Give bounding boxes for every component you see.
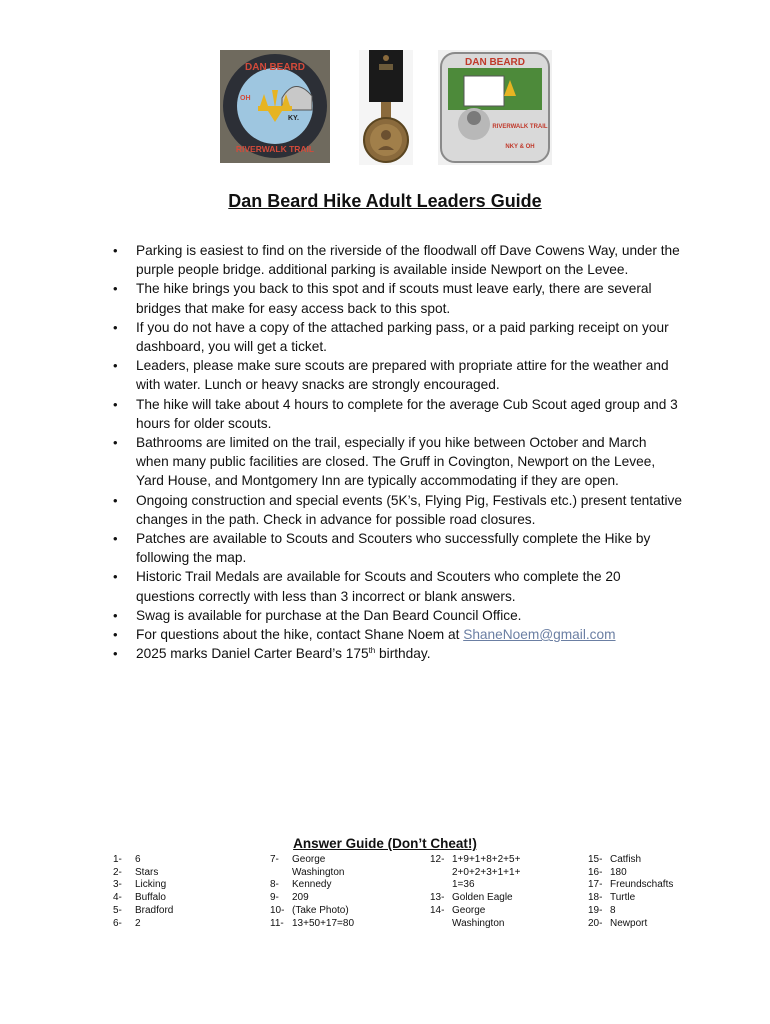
header-images <box>220 50 552 165</box>
birthday-text: 2025 marks Daniel Carter Beard’s 175 <box>136 646 369 662</box>
answer-value: Newport <box>610 917 648 929</box>
answer-number: 11- <box>270 917 284 929</box>
answer-row <box>270 854 354 867</box>
answer-row <box>430 879 520 892</box>
answer-row <box>588 918 673 931</box>
answer-row <box>430 854 520 867</box>
answer-number: 15- <box>588 854 603 865</box>
answer-value: George <box>452 904 486 916</box>
bullet-item: • Swag is available for purchase at the Dan Beard Council Office. <box>113 606 683 625</box>
answer-value: 209 <box>292 892 309 904</box>
answer-row <box>588 905 673 918</box>
contact-bullet <box>113 625 683 644</box>
answer-number: 6- <box>113 917 122 929</box>
answer-number: 10- <box>270 904 285 916</box>
historic-trail-medal <box>359 50 413 165</box>
answer-row <box>270 892 354 905</box>
answer-number: 2- <box>113 866 122 878</box>
birthday-bullet <box>113 644 683 663</box>
answer-value: 180 <box>610 866 627 878</box>
contact-email-link[interactable]: ShaneNoem@gmail.com <box>463 627 616 643</box>
answer-value: 2 <box>135 917 141 929</box>
answer-row <box>113 854 173 867</box>
answer-value: Freundschafts <box>610 879 674 891</box>
answer-number: 9- <box>270 892 279 904</box>
answer-value: Turtle <box>610 892 636 904</box>
answer-value: Catfish <box>610 854 642 865</box>
answer-column-3 <box>430 854 520 930</box>
answer-guide-title: Answer Guide (Don’t Cheat!) <box>293 836 477 851</box>
patch3-text-top: DAN BEARD <box>465 57 525 68</box>
answer-value: Kennedy <box>292 879 332 891</box>
answer-value: (Take Photo) <box>292 904 349 916</box>
answer-value: 1+9+1+8+2+5+ <box>452 854 521 865</box>
answer-number <box>430 918 452 931</box>
answer-value: 2+0+2+3+1+1+ <box>452 866 521 878</box>
answer-number: 19- <box>588 904 603 916</box>
bullet-item: • Historic Trail Medals are available for Scouts and Scouters who complete the 20 questions correctly with less than 3 incorrect or blank answers. <box>113 567 683 605</box>
answer-value: George <box>292 854 326 865</box>
answer-row <box>113 918 173 931</box>
answer-column-2 <box>270 854 354 930</box>
bullet-item: • Patches are available to Scouts and Scouters who successfully complete the Hike by following the map. <box>113 529 683 567</box>
patch1-text-top: DAN BEARD <box>245 62 305 73</box>
dan-beard-riverwalk-patch <box>220 50 330 163</box>
answer-number: 20- <box>588 917 603 929</box>
patch3-text-mid: RIVERWALK TRAIL <box>492 124 548 130</box>
answer-row <box>113 892 173 905</box>
patch1-text-bottom: RIVERWALK TRAIL <box>235 144 315 154</box>
answer-value: Golden Eagle <box>452 892 513 904</box>
patch1-text-left: OH <box>240 95 251 102</box>
answer-row <box>588 892 673 905</box>
answer-number: 14- <box>430 904 445 916</box>
answer-number <box>430 867 452 880</box>
bullet-item: • If you do not have a copy of the attached parking pass, or a paid parking receipt on your dashboard, you will get a ticket. <box>113 318 683 356</box>
bullet-item: • The hike brings you back to this spot and if scouts must leave early, there are several bridges that make for easy access back to this spot. <box>113 279 683 317</box>
contact-text: For questions about the hike, contact Shane Noem at <box>136 627 464 643</box>
patch3-text-bottom: NKY & OH <box>505 144 535 150</box>
bullet-item: • Leaders, please make sure scouts are prepared with propriate attire for the weather and with water. Lunch or heavy snacks are strongly encouraged. <box>113 356 683 394</box>
answer-number <box>430 879 452 892</box>
dan-beard-riverwalk-patch-2 <box>438 50 552 165</box>
bullet-item: • The hike will take about 4 hours to complete for the average Cub Scout aged group and 3 hours for older scouts. <box>113 395 683 433</box>
answer-row <box>113 879 173 892</box>
answer-number: 13- <box>430 892 445 904</box>
answer-value: 13+50+17=80 <box>292 917 355 929</box>
answer-value: Washington <box>452 917 505 929</box>
answer-number: 12- <box>430 854 445 865</box>
answer-value: Stars <box>135 866 159 878</box>
answer-value: Licking <box>135 879 167 891</box>
answer-column-4 <box>588 854 673 930</box>
answer-number: 16- <box>588 866 603 878</box>
guide-bullet-list <box>113 241 683 663</box>
answer-value: Washington <box>292 866 345 878</box>
answer-number: 1- <box>113 854 122 865</box>
answer-row <box>430 892 520 905</box>
birthday-text-end: birthday. <box>375 646 431 662</box>
bullet-item: • Parking is easiest to find on the riverside of the floodwall off Dave Cowens Way, under the purple people bridge. additional parking is available inside Newport on the Levee. <box>113 241 683 279</box>
answer-row <box>588 879 673 892</box>
bullet-item: • Ongoing construction and special events (5K’s, Flying Pig, Festivals etc.) present tentative changes in the path. Check in advance for possible road closures. <box>113 491 683 529</box>
answer-number: 8- <box>270 879 279 891</box>
answer-row <box>430 905 520 918</box>
answer-value: 6 <box>135 854 141 865</box>
answer-value: Bradford <box>135 904 174 916</box>
answer-row <box>270 905 354 918</box>
answer-number: 17- <box>588 879 603 891</box>
answer-number: 18- <box>588 892 603 904</box>
answer-row <box>113 905 173 918</box>
answer-number: 7- <box>270 854 279 865</box>
answer-row <box>588 867 673 880</box>
bullet-item: • Bathrooms are limited on the trail, especially if you hike between October and March when many public facilities are closed. The Gruff in Covington, Newport on the Levee, Yard House, and Montgomery Inn are typically accommodating if they are open. <box>113 433 683 491</box>
answer-value: 1=36 <box>452 879 475 891</box>
answer-value: Buffalo <box>135 892 166 904</box>
answer-column-1 <box>113 854 173 930</box>
answer-number <box>270 867 292 880</box>
answer-row <box>270 867 354 880</box>
answer-number: 5- <box>113 904 122 916</box>
answer-row <box>270 918 354 931</box>
answer-number: 4- <box>113 892 122 904</box>
answer-row <box>588 854 673 867</box>
answer-number: 3- <box>113 879 122 891</box>
answer-row <box>430 867 520 880</box>
answer-row <box>270 879 354 892</box>
answer-row <box>430 918 520 931</box>
patch1-text-right: KY. <box>288 115 299 122</box>
birthday-superscript: th <box>368 646 376 656</box>
answer-value: 8 <box>610 904 616 916</box>
answer-row <box>113 867 173 880</box>
page-title: Dan Beard Hike Adult Leaders Guide <box>228 191 542 211</box>
